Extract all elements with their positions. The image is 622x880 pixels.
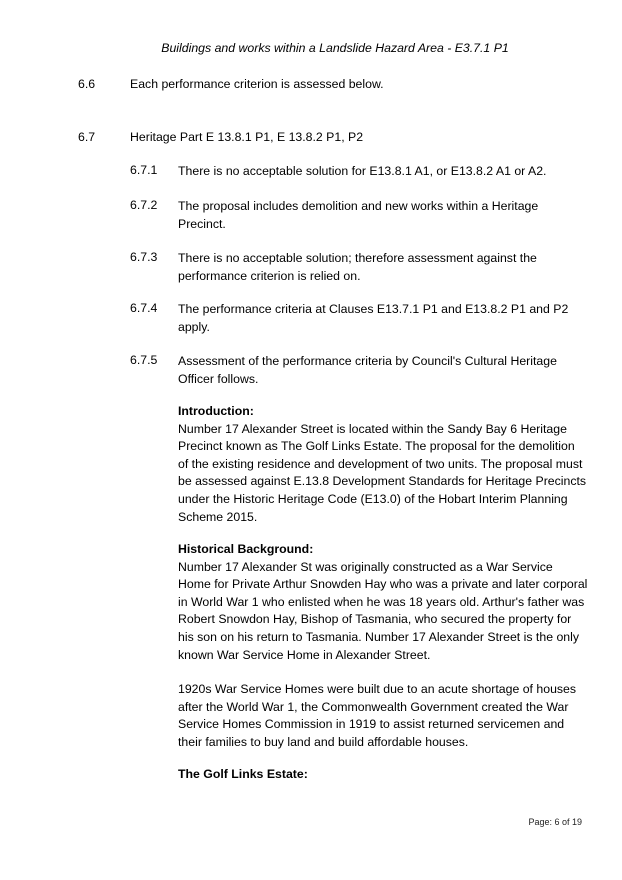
subsection-text-6-7-3: There is no acceptable solution; therefore assessment against the performance criterion is relied on.	[178, 251, 537, 283]
section-text-6-6: Each performance criterion is assessed below.	[130, 77, 384, 91]
golf-links-block	[178, 766, 588, 784]
subsection-text-6-7-5: Assessment of the performance criteria by Council's Cultural Heritage Officer follows.	[178, 354, 557, 386]
page-number: Page: 6 of 19	[528, 817, 582, 827]
historical-background-heading: Historical Background:	[178, 542, 314, 556]
subsection-text-6-7-2: The proposal includes demolition and new works within a Heritage Precinct.	[178, 199, 539, 231]
section-number-6-7: 6.7	[78, 130, 96, 144]
section-number-6-6: 6.6	[78, 77, 96, 91]
introduction-block	[178, 403, 588, 526]
historical-background-block	[178, 541, 588, 664]
subsection-number-6-7-1: 6.7.1	[130, 163, 158, 177]
historical-paragraph-1: Number 17 Alexander St was originally constructed as a War Service Home for Private Arthur Snowden Hay who was a private and later corporal in World War 1 who enlisted when he was 18 years old. Arthur's father was Robert Snowdon Hay, Bishop of Tasmania, who secured the property for his son on his return to Tasmania. Number 17 Alexander Street is the only known War Service Home in Alexander Street.	[178, 559, 588, 662]
subsection-number-6-7-5: 6.7.5	[130, 353, 158, 367]
historical-paragraph-2-block	[178, 681, 588, 751]
historical-paragraph-2: 1920s War Service Homes were built due to an acute shortage of houses after the World War 1, the Commonwealth Government created the War Service Homes Commission in 1919 to assist returned servicemen and their families to buy land and build affordable houses.	[178, 682, 577, 749]
subsection-number-6-7-2: 6.7.2	[130, 198, 158, 212]
subsection-text-6-7-1: There is no acceptable solution for E13.8.1 A1, or E13.8.2 A1 or A2.	[178, 164, 547, 178]
subsection-text-6-7-4: The performance criteria at Clauses E13.7.1 P1 and E13.8.2 P1 and P2 apply.	[178, 302, 569, 334]
golf-links-heading: The Golf Links Estate:	[178, 767, 308, 781]
section-text-6-7: Heritage Part E 13.8.1 P1, E 13.8.2 P1, P2	[130, 130, 364, 144]
subsection-number-6-7-3: 6.7.3	[130, 250, 158, 264]
introduction-heading: Introduction:	[178, 404, 254, 418]
introduction-paragraph: Number 17 Alexander Street is located within the Sandy Bay 6 Heritage Precinct known as The Golf Links Estate. The proposal for the demolition of the existing residence and development of two units. The proposal must be assessed against E.13.8 Development Standards for Heritage Precincts under the Historic Heritage Code (E13.0) of the Hobart Interim Planning Scheme 2015.	[178, 421, 587, 524]
page-header: Buildings and works within a Landslide Hazard Area - E3.7.1 P1	[161, 41, 509, 55]
subsection-number-6-7-4: 6.7.4	[130, 301, 158, 315]
